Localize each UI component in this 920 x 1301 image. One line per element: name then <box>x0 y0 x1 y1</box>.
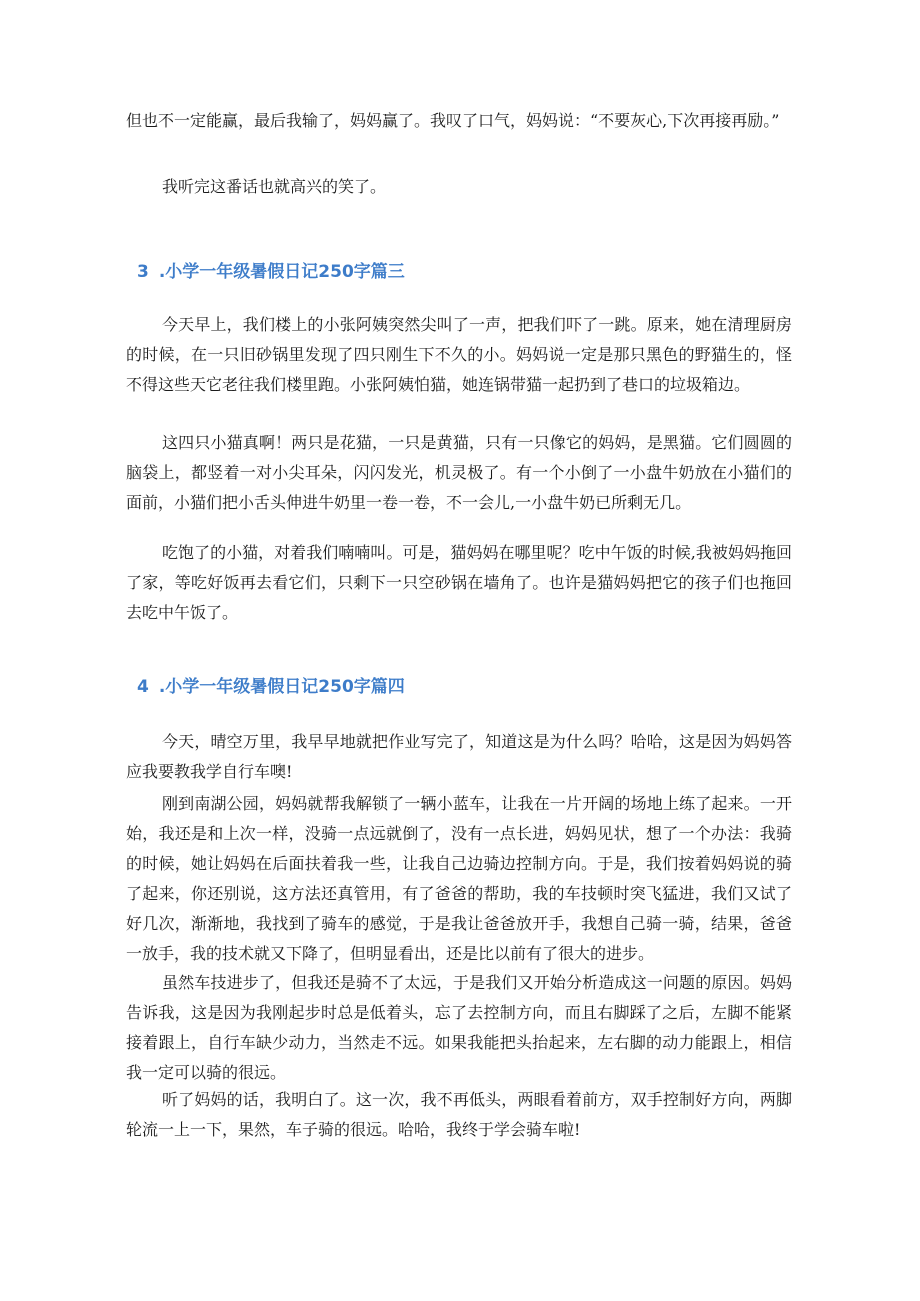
section-number: 3 <box>137 262 149 282</box>
paragraph: 虽然车技进步了，但我还是骑不了太远，于是我们又开始分析造成这一问题的原因。妈妈告诉我，这是因为我刚起步时总是低着头，忘了去控制方向，而且右脚踩了之后，左脚不能紧接着跟上，自行车缺少动力，当然走不远。如果我能把头抬起来，左右脚的动力能跟上，相信我一定可以骑的很远。 <box>126 973 792 1082</box>
section-title: .小学一年级暑假日记250字篇四 <box>158 677 405 697</box>
paragraph: 刚到南湖公园，妈妈就帮我解锁了一辆小蓝车，让我在一片开阔的场地上练了起来。一开始，我还是和上次一样，没骑一点远就倒了，没有一点长进，妈妈见状，想了一个办法：我骑的时候，她让妈妈在后面扶着我一些，让我自己边骑边控制方向。于是，我们按着妈妈说的骑了起来，你还别说，这方法还真管用，有了爸爸的帮助，我的车技顿时突飞猛进，我们又试了好几次，渐渐地，我找到了骑车的感觉，于是我让爸爸放开手，我想自己骑一骑，结果，爸爸一放手，我的技术就又下降了，但明显看出，还是比以前有了很大的进步。 <box>126 794 792 963</box>
paragraph: 但也不一定能赢，最后我输了，妈妈赢了。我叹了口气，妈妈说：“不要灰心,下次再接再励。” <box>126 111 780 130</box>
section-heading <box>137 260 405 284</box>
section-title: .小学一年级暑假日记250字篇三 <box>158 262 405 282</box>
paragraph: 这四只小猫真啊！两只是花猫，一只是黄猫，只有一只像它的妈妈，是黑猫。它们圆圆的脑袋上，都竖着一对小尖耳朵，闪闪发光，机灵极了。有一个小倒了一小盘牛奶放在小猫们的面前，小猫们把小舌头伸进牛奶里一卷一卷，不一会儿,一小盘牛奶已所剩无几。 <box>126 433 792 512</box>
paragraph: 吃饱了的小猫，对着我们喃喃叫。可是，猫妈妈在哪里呢？吃中午饭的时候,我被妈妈拖回了家，等吃好饭再去看它们，只剩下一只空砂锅在墙角了。也许是猫妈妈把它的孩子们也拖回去吃中午饭了。 <box>126 543 792 622</box>
paragraph: 今天，晴空万里，我早早地就把作业写完了，知道这是为什么吗？哈哈，这是因为妈妈答应我要教我学自行车噢! <box>126 732 792 781</box>
paragraph: 我听完这番话也就高兴的笑了。 <box>162 177 387 196</box>
paragraph: 听了妈妈的话，我明白了。这一次，我不再低头，两眼看着前方，双手控制好方向，两脚轮流一上一下，果然，车子骑的很远。哈哈，我终于学会骑车啦! <box>126 1090 792 1139</box>
paragraph: 今天早上，我们楼上的小张阿姨突然尖叫了一声，把我们吓了一跳。原来，她在清理厨房的时候，在一只旧砂锅里发现了四只刚生下不久的小。妈妈说一定是那只黑色的野猫生的，怪不得这些天它老往我们楼里跑。小张阿姨怕猫，她连锅带猫一起扔到了巷口的垃圾箱边。 <box>126 315 792 394</box>
section-heading <box>137 675 405 699</box>
section-number: 4 <box>137 677 149 697</box>
